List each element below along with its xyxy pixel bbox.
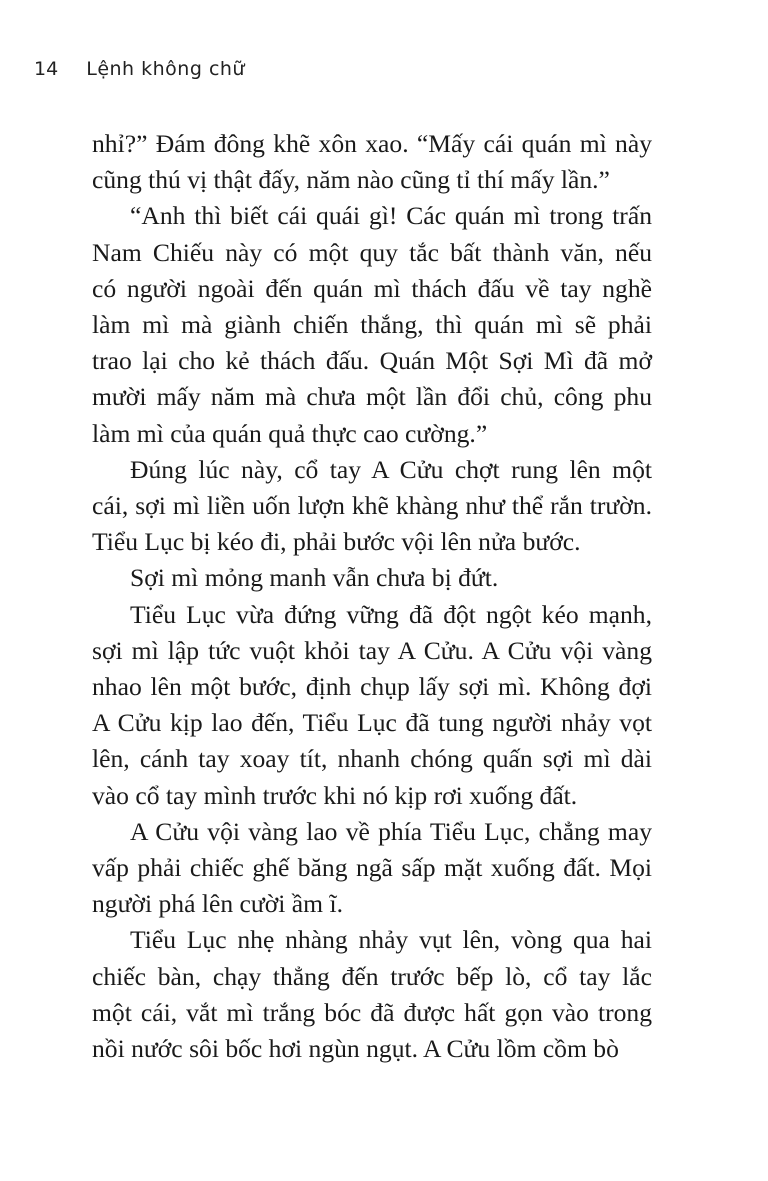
paragraph (92, 126, 652, 198)
text-line: nhao lên một bước, định chụp lấy sợi mì. Không đợi (92, 672, 652, 702)
text-line: vào cổ tay mình trước khi nó kịp rơi xuống đất. (92, 780, 578, 810)
text-line: làm mì của quán quả thực cao cường.” (92, 418, 488, 448)
text-line: Sợi mì mỏng manh vẫn chưa bị đứt. (130, 563, 499, 593)
paragraph (92, 597, 652, 814)
text-line: mười mấy năm mà chưa một lần đổi chủ, công phu (92, 382, 652, 412)
paragraph (92, 198, 652, 451)
text-line: “Anh thì biết cái quái gì! Các quán mì trong trấn (130, 201, 652, 231)
page-header (34, 58, 245, 88)
text-line: nhỉ?” Đám đông khẽ xôn xao. “Mấy cái quán mì này (92, 129, 652, 158)
text-line: có người ngoài đến quán mì thách đấu về tay nghề (92, 273, 652, 303)
paragraph (92, 922, 652, 1067)
text-line: người phá lên cười ầm ĩ. (92, 889, 343, 919)
text-line: sợi mì lập tức vuột khỏi tay A Cửu. A Cửu vội vàng (92, 635, 652, 665)
page-number: 14 (34, 58, 59, 80)
text-line: một cái, vắt mì trắng bóc đã được hất gọn vào trong (92, 997, 652, 1027)
paragraph (92, 560, 652, 596)
text-line: chiếc bàn, chạy thẳng đến trước bếp lò, cổ tay lắc (92, 961, 652, 991)
body-text (92, 126, 652, 1067)
text-line: cũng thú vị thật đấy, năm nào cũng tỉ thí mấy lần.” (92, 165, 610, 195)
text-line: Tiểu Lục nhẹ nhàng nhảy vụt lên, vòng qua hai (130, 925, 652, 955)
text-line: nồi nước sôi bốc hơi ngùn ngụt. A Cửu lồm cồm bò (92, 1034, 619, 1064)
running-title: Lệnh không chữ (86, 58, 245, 80)
text-line: Nam Chiếu này có một quy tắc bất thành văn, nếu (92, 237, 652, 267)
text-line: cái, sợi mì liền uốn lượn khẽ khàng như thể rắn trườn. (92, 491, 652, 521)
text-line: lên, cánh tay xoay tít, nhanh chóng quấn sợi mì dài (92, 744, 652, 774)
text-line: làm mì mà giành chiến thắng, thì quán mì sẽ phải (92, 310, 652, 340)
text-line: A Cửu vội vàng lao về phía Tiểu Lục, chẳng may (130, 816, 652, 846)
text-line: Đúng lúc này, cổ tay A Cửu chợt rung lên một (130, 454, 652, 484)
paragraph (92, 814, 652, 923)
text-line: Tiểu Lục vừa đứng vững đã đột ngột kéo mạnh, (130, 599, 652, 629)
paragraph (92, 452, 652, 561)
text-line: trao lại cho kẻ thách đấu. Quán Một Sợi Mì đã mở (92, 346, 652, 376)
text-line: Tiểu Lục bị kéo đi, phải bước vội lên nửa bước. (92, 527, 581, 557)
text-line: A Cửu kịp lao đến, Tiểu Lục đã tung người nhảy vọt (92, 708, 652, 738)
text-line: vấp phải chiếc ghế băng ngã sấp mặt xuống đất. Mọi (92, 853, 652, 883)
